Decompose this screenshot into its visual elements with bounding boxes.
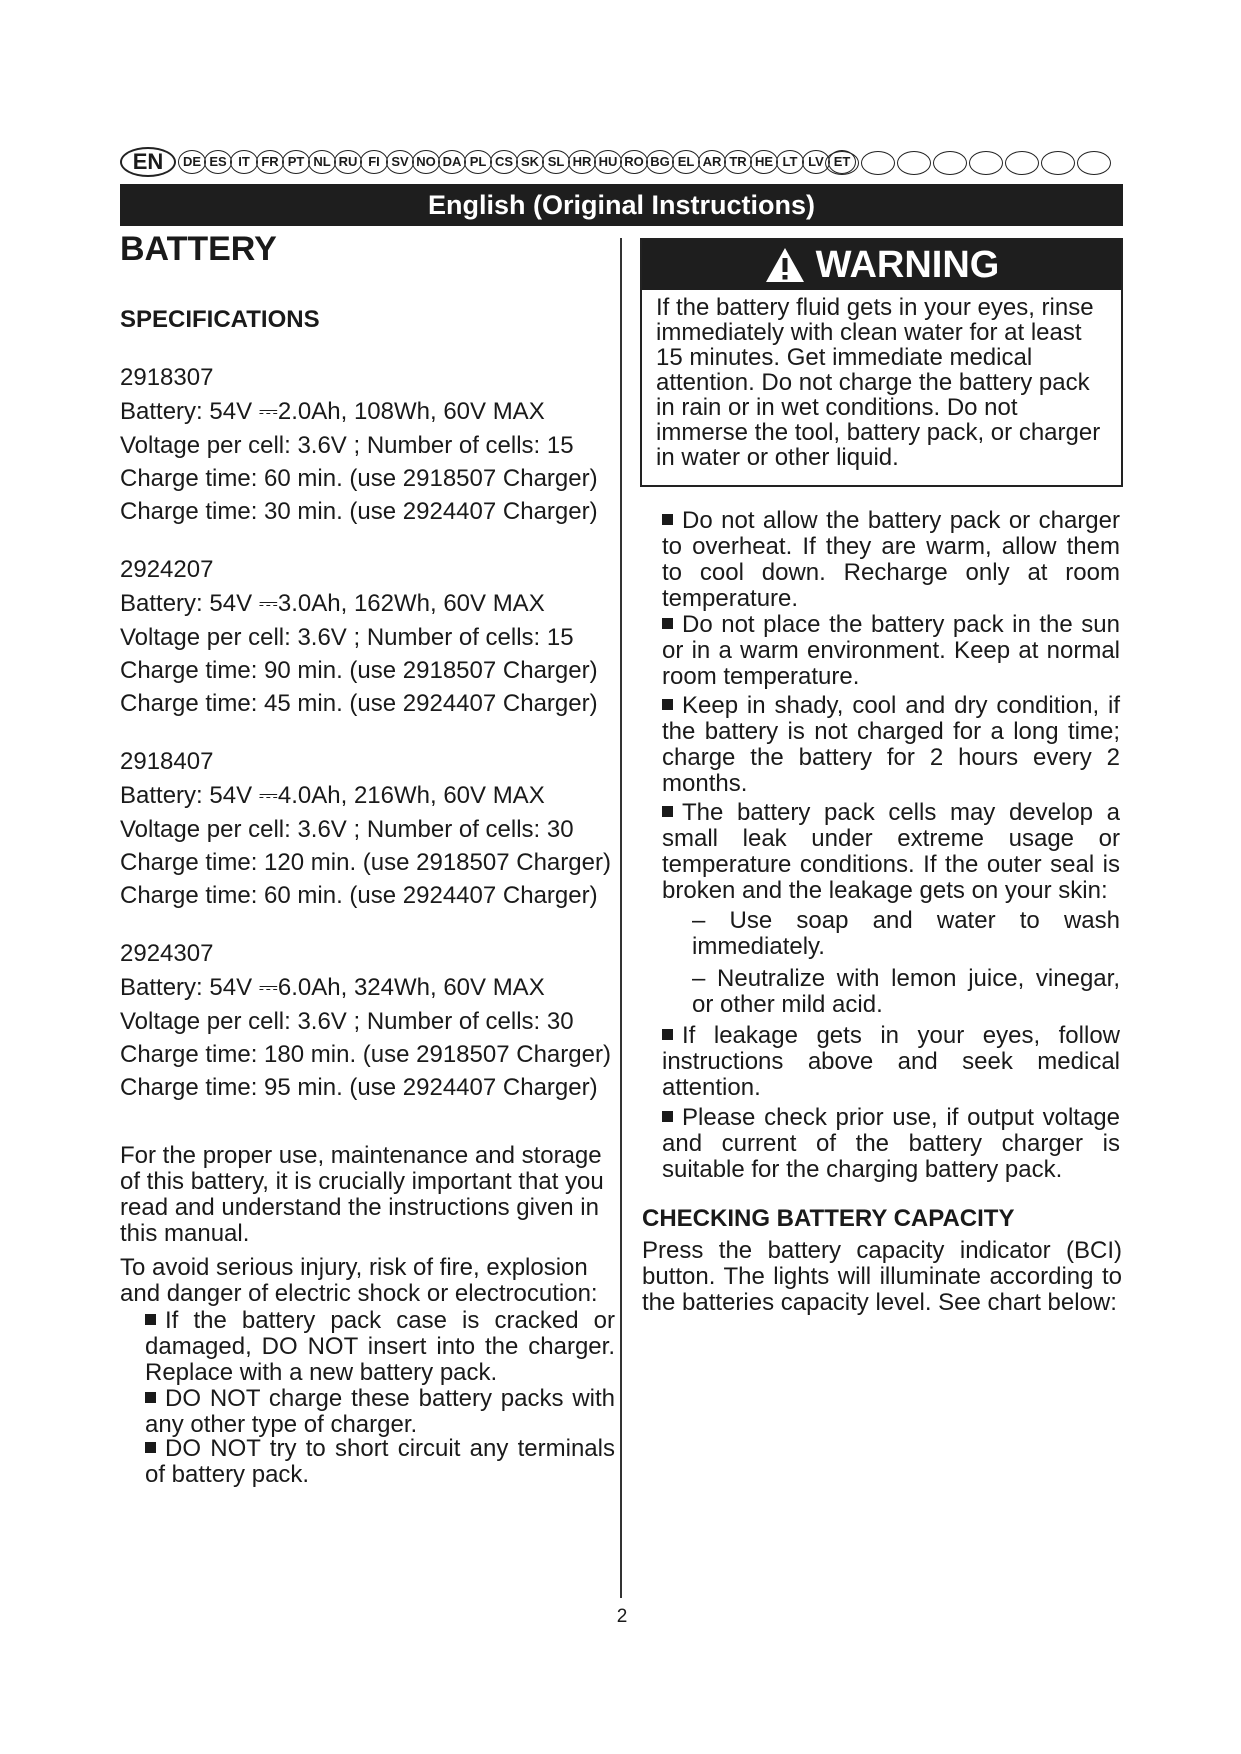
language-code-badge: PT [282, 150, 310, 174]
sub-list-item: – Neutralize with lemon juice, vinegar, or other mild acid. [692, 965, 1120, 1018]
language-code-badge: RU [334, 150, 362, 174]
capacity-paragraph: Press the battery capacity indicator (BCI) button. The lights will illuminate according to the batteries capacity level. See chart below: [642, 1237, 1122, 1316]
warning-triangle-icon [764, 246, 806, 284]
list-item: Do not allow the battery pack or charger to overheat. If they are warm, allow them to cool down. Recharge only at room temperature. [662, 507, 1120, 612]
language-code-badge: FR [256, 150, 284, 174]
language-code-badge: DA [438, 150, 466, 174]
charge-time: Charge time: 60 min. (use 2918507 Charger) [120, 465, 598, 492]
bullet-square [662, 806, 673, 817]
capacity-heading: CHECKING BATTERY CAPACITY [642, 1205, 1015, 1232]
voltage-cells: Voltage per cell: 3.6V ; Number of cells: 15 [120, 624, 574, 651]
language-code-badge: LT [776, 150, 804, 174]
language-code-badge: FI [360, 150, 388, 174]
warning-text: If the battery fluid gets in your eyes, rinse immediately with clean water for at least 15 minutes. Get immediate medical attention. Do not charge the battery pack in rain or in wet conditions. Do not immerse the tool, battery pack, or charger in water or other liquid. [656, 294, 1101, 471]
language-code-badge: PL [464, 150, 492, 174]
model-code: 2918307 [120, 364, 214, 391]
list-item: The battery pack cells may develop a small leak under extreme usage or temperature conditions. If the outer seal is broken and the leakage gets on your skin: [662, 799, 1120, 904]
warning-title: WARNING [815, 243, 1000, 286]
battery-rating: Battery: 54V ⎓2.0Ah, 108Wh, 60V MAX [120, 398, 545, 425]
page-title: BATTERY [120, 230, 277, 268]
language-blank-oval [933, 151, 967, 175]
model-code: 2924307 [120, 940, 214, 967]
language-blank-oval [825, 151, 859, 175]
model-code: 2924207 [120, 556, 214, 583]
language-code-badge: HE [750, 150, 778, 174]
voltage-cells: Voltage per cell: 3.6V ; Number of cells: 30 [120, 816, 574, 843]
language-code-badge: SL [542, 150, 570, 174]
language-code-badge: NO [412, 150, 440, 174]
language-code-badge: DE [178, 150, 206, 174]
bullet-square [662, 618, 673, 629]
list-item: If leakage gets in your eyes, follow instructions above and seek medical attention. [662, 1022, 1120, 1101]
bullet-square [145, 1442, 156, 1453]
model-code: 2918407 [120, 748, 214, 775]
column-divider [620, 238, 622, 1598]
language-blank-oval [1077, 151, 1111, 175]
bullet-square [145, 1314, 156, 1325]
battery-rating: Battery: 54V ⎓4.0Ah, 216Wh, 60V MAX [120, 782, 545, 809]
charge-time: Charge time: 90 min. (use 2918507 Charger) [120, 657, 598, 684]
charge-time: Charge time: 180 min. (use 2918507 Charger) [120, 1041, 611, 1068]
language-code-badge: RO [620, 150, 648, 174]
list-item: DO NOT charge these battery packs with any other type of charger. [145, 1385, 615, 1438]
page-number: 2 [616, 1606, 628, 1627]
language-code-badge: CS [490, 150, 518, 174]
language-blank-oval [1041, 151, 1075, 175]
charge-time: Charge time: 45 min. (use 2924407 Charger) [120, 690, 598, 717]
language-code-badge: SK [516, 150, 544, 174]
intro-paragraph: To avoid serious injury, risk of fire, explosion and danger of electric shock or electrocution: [120, 1254, 598, 1307]
bullet-square [145, 1392, 156, 1403]
language-code-badge: HR [568, 150, 596, 174]
intro-paragraph: For the proper use, maintenance and storage of this battery, it is crucially important that you read and understand the instructions given in this manual. [120, 1142, 604, 1247]
sub-list-item: – Use soap and water to wash immediately. [692, 907, 1120, 960]
list-item: Keep in shady, cool and dry condition, if the battery is not charged for a long time; charge the battery for 2 hours every 2 months. [662, 692, 1120, 797]
bullet-square [662, 699, 673, 710]
language-code-badge: IT [230, 150, 258, 174]
bullet-square [662, 1029, 673, 1040]
voltage-cells: Voltage per cell: 3.6V ; Number of cells: 30 [120, 1008, 574, 1035]
warning-header [642, 240, 1121, 290]
language-blank-oval [861, 151, 895, 175]
bullet-square [662, 1111, 673, 1122]
battery-rating: Battery: 54V ⎓3.0Ah, 162Wh, 60V MAX [120, 590, 545, 617]
list-item: DO NOT try to short circuit any terminals of battery pack. [145, 1435, 615, 1488]
language-blank-oval [1005, 151, 1039, 175]
language-en-badge: EN [120, 147, 176, 177]
language-code-badge: ET [828, 150, 856, 174]
charge-time: Charge time: 95 min. (use 2924407 Charger) [120, 1074, 598, 1101]
charge-time: Charge time: 120 min. (use 2918507 Charger) [120, 849, 611, 876]
language-code-badge: NL [308, 150, 336, 174]
voltage-cells: Voltage per cell: 3.6V ; Number of cells: 15 [120, 432, 574, 459]
list-item: If the battery pack case is cracked or damaged, DO NOT insert into the charger. Replace with a new battery pack. [145, 1307, 615, 1386]
specifications-heading: SPECIFICATIONS [120, 306, 320, 333]
charge-time: Charge time: 30 min. (use 2924407 Charger) [120, 498, 598, 525]
language-codes [180, 150, 856, 176]
language-code-badge: HU [594, 150, 622, 174]
bullet-square [662, 514, 673, 525]
language-bar [120, 147, 1125, 179]
language-code-badge: AR [698, 150, 726, 174]
battery-rating: Battery: 54V ⎓6.0Ah, 324Wh, 60V MAX [120, 974, 545, 1001]
language-code-badge: ES [204, 150, 232, 174]
language-code-badge: LV [802, 150, 830, 174]
language-blank-oval [969, 151, 1003, 175]
warning-box [640, 238, 1123, 487]
language-code-badge: SV [386, 150, 414, 174]
section-header: English (Original Instructions) [120, 184, 1123, 226]
charge-time: Charge time: 60 min. (use 2924407 Charger) [120, 882, 598, 909]
language-blank-oval [897, 151, 931, 175]
language-code-badge: BG [646, 150, 674, 174]
list-item: Do not place the battery pack in the sun or in a warm environment. Keep at normal room temperature. [662, 611, 1120, 690]
list-item: Please check prior use, if output voltage and current of the battery charger is suitable for the charging battery pack. [662, 1104, 1120, 1183]
language-code-badge: TR [724, 150, 752, 174]
language-code-badge: EL [672, 150, 700, 174]
